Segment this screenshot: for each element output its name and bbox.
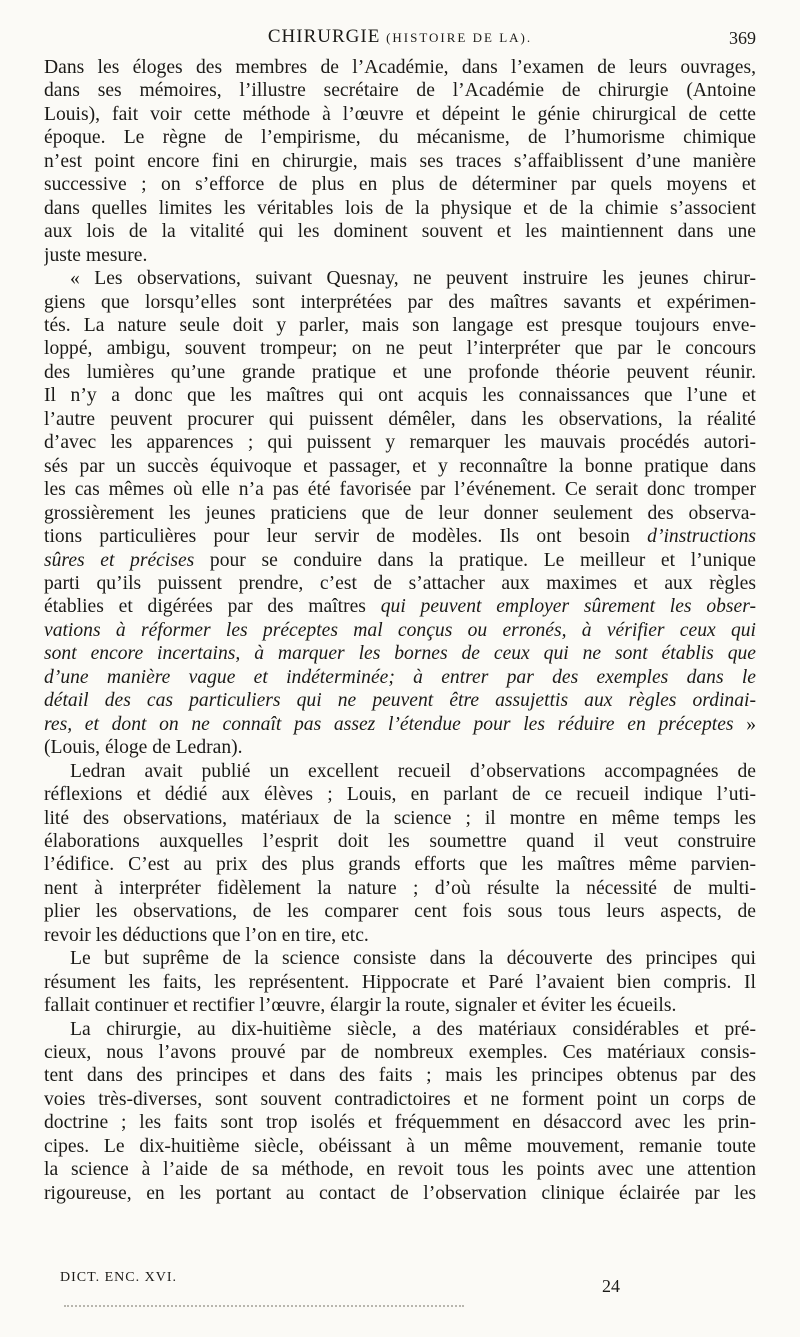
text-line: époque. Le règne de l’empirisme, du mécanisme, de l’humorisme chimique — [44, 127, 756, 149]
text-line: juste mesure. — [44, 244, 148, 266]
text-line: élaborations auxquelles l’esprit doit les soumettre quand il veut construire — [44, 830, 756, 852]
body-text — [44, 56, 756, 1205]
text-line: Dans les éloges des membres de l’Académie, dans l’examen de leurs ouvrages, — [44, 57, 756, 78]
text-line: plier les observations, de les comparer cent fois sous tous leurs aspects, de — [44, 901, 756, 923]
text-line: La chirurgie, au dix-huitième siècle, a des matériaux considérables et pré- — [70, 1018, 756, 1040]
text-line: aux lois de la vitalité qui les dominent souvent et les maintiennent dans une — [44, 221, 756, 243]
text-line: sés par un succès équivoque et passager, et y reconnaître la bonne pratique dans — [44, 455, 756, 477]
text-line: des lumières qu’une grande pratique et une profonde théorie peuvent réunir. — [44, 361, 756, 383]
text-line: dans quelles limites les véritables lois de la physique et de la chimie s’associent — [44, 197, 756, 219]
paragraph — [44, 760, 756, 948]
running-head — [44, 22, 756, 54]
text-line: tés. La nature seule doit y parler, mais son langage est presque toujours enve- — [44, 314, 756, 336]
text-line: Ledran avait publié un excellent recueil d’observations accompagnées de — [70, 760, 756, 782]
text-line: Il n’y a donc que les maîtres qui ont acquis les connaissances que l’une et — [44, 385, 756, 407]
page-number: 369 — [729, 28, 756, 48]
text-line: loppé, ambigu, souvent trompeur; on ne peut l’interpréter que par le concours — [44, 338, 756, 360]
text-line: tions particulières pour leur servir de modèles. Ils ont besoin d’instructions — [44, 526, 756, 548]
text-line: Le but suprême de la science consiste dans la découverte des principes qui — [70, 948, 756, 970]
text-line: l’autre peuvent procurer qui puissent démêler, dans les observations, la réalité — [44, 408, 756, 430]
text-line: d’avec les apparences ; qui puissent y remarquer les mauvais procédés autori- — [44, 432, 756, 454]
text-line: tent dans des principes et dans des faits ; mais les principes obtenus par des — [44, 1065, 756, 1087]
paragraph — [44, 56, 756, 267]
text-line: Louis), fait voir cette méthode à l’œuvre et dépeint le génie chirurgical de cette — [44, 103, 756, 125]
text-line: lité des observations, matériaux de la science ; il montre en même temps les — [44, 807, 756, 829]
text-line: fallait continuer et rectifier l’œuvre, élargir la route, signaler et éviter les écueils. — [44, 995, 677, 1017]
document-page — [44, 22, 756, 1205]
running-head-sub: (HISTOIRE DE LA). — [386, 30, 533, 45]
text-line: vations à réformer les préceptes mal conçus ou erronés, à vérifier ceux qui — [44, 619, 756, 641]
signature-number: 24 — [602, 1276, 620, 1296]
footer — [60, 1268, 620, 1294]
text-line: « Les observations, suivant Quesnay, ne peuvent instruire les jeunes chirur- — [70, 268, 756, 290]
text-line: d’une manière vague et indéterminée; à entrer par des exemples dans le — [44, 666, 756, 688]
running-head-title — [44, 26, 756, 48]
text-line: établies et digérées par des maîtres qui peuvent employer sûrement les obser- — [44, 596, 756, 618]
signature-mark: DICT. ENC. XVI. — [60, 1270, 178, 1285]
paragraph — [44, 947, 756, 1017]
text-line: (Louis, éloge de Ledran). — [44, 737, 243, 759]
text-line: dans ses mémoires, l’illustre secrétaire de l’Académie de chirurgie (Antoine — [44, 80, 756, 102]
running-head-main: CHIRURGIE — [267, 26, 381, 47]
text-line: revoir les déductions que l’on en tire, etc. — [44, 924, 369, 946]
text-line: résument les faits, les représentent. Hippocrate et Paré l’avaient bien compris. Il — [44, 971, 756, 993]
text-line: n’est point encore fini en chirurgie, mais ses traces s’affaiblissent d’une manière — [44, 150, 756, 172]
text-line: les cas mêmes où elle n’a pas été favorisée par l’événement. Ce serait donc tromper — [44, 479, 756, 501]
paragraph — [44, 267, 756, 760]
text-line: nent à interpréter fidèlement la nature ; d’où résulte la nécessité de multi- — [44, 877, 756, 899]
text-line: voies très-diverses, sont souvent contradictoires et ne forment point un corps de — [44, 1088, 756, 1110]
text-line: sont encore incertains, à marquer les bornes de ceux qui ne sont établis que — [44, 643, 756, 665]
text-line: parti qu’ils puissent prendre, c’est de s’attacher aux maximes et aux règles — [44, 572, 756, 594]
bottom-rule — [64, 1305, 464, 1307]
text-line: détail des cas particuliers qui ne peuvent être assujettis aux règles ordinai- — [44, 690, 756, 712]
text-line: res, et dont on ne connaît pas assez l’étendue pour les réduire en préceptes » — [44, 713, 756, 735]
text-line: doctrine ; les faits sont trop isolés et fréquemment en désaccord avec les prin- — [44, 1112, 756, 1134]
text-line: sûres et précises pour se conduire dans la pratique. Le meilleur et l’unique — [44, 549, 756, 571]
text-line: cieux, nous l’avons prouvé par de nombreux exemples. Ces matériaux consis- — [44, 1042, 756, 1064]
text-line: l’édifice. C’est au prix des plus grands efforts que les maîtres même parvien- — [44, 854, 756, 876]
text-line: giens que lorsqu’elles sont interprétées par des maîtres savants et expérimen- — [44, 291, 756, 313]
text-line: réflexions et dédié aux élèves ; Louis, en parlant de ce recueil indique l’uti- — [44, 784, 756, 806]
text-line: grossièrement les jeunes praticiens que de leur donner seulement des observa- — [44, 502, 756, 524]
text-line: la science à l’aide de sa méthode, en revoit tous les points avec une attention — [44, 1159, 756, 1181]
text-line: rigoureuse, en les portant au contact de l’observation clinique éclairée par les — [44, 1182, 756, 1204]
text-line: successive ; on s’efforce de plus en plus de déterminer par quels moyens et — [44, 174, 756, 196]
text-line: cipes. Le dix-huitième siècle, obéissant à un même mouvement, remanie toute — [44, 1135, 756, 1157]
paragraph — [44, 1018, 756, 1206]
